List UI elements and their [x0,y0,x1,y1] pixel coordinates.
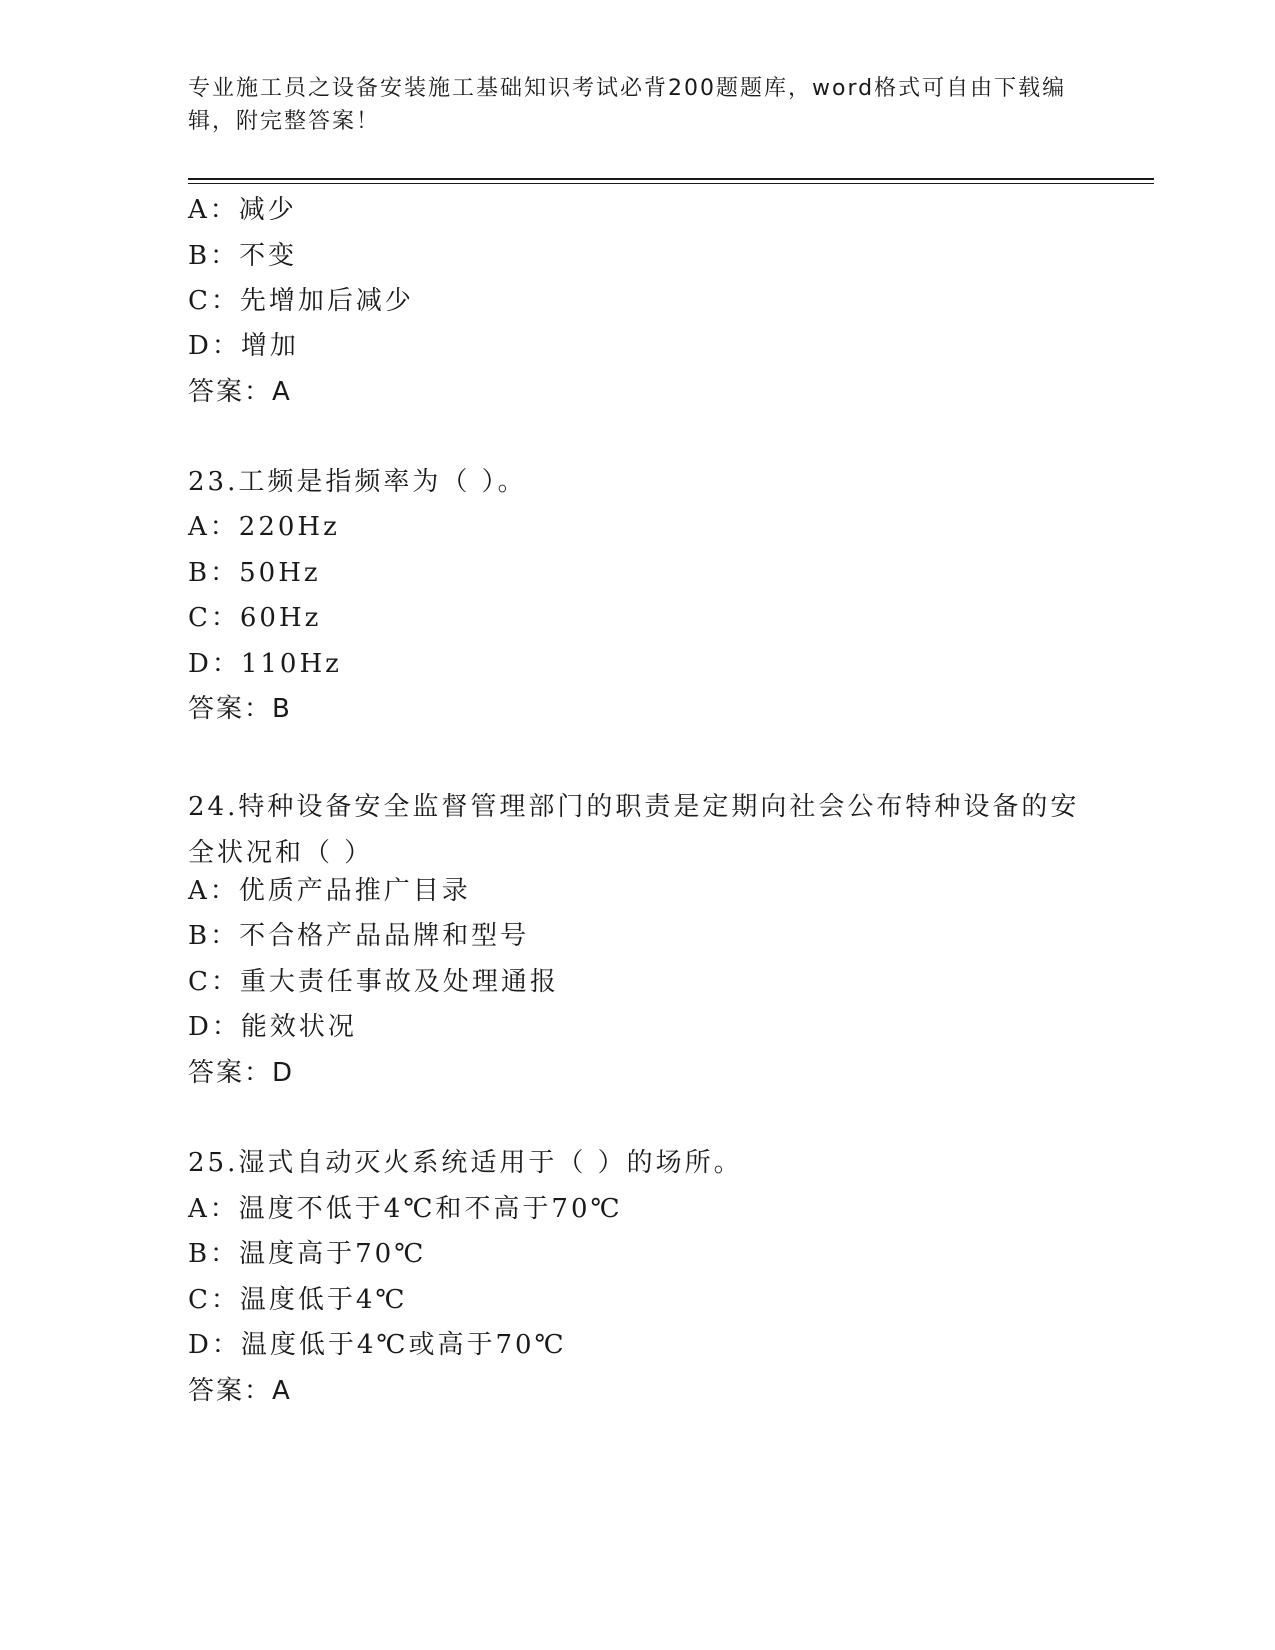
q25-question: 25.湿式自动灭火系统适用于（ ）的场所。 [188,1148,743,1178]
q25-option-d: D：温度低于4℃或高于70℃ [188,1330,567,1360]
q23-option-b: B：50Hz [188,558,321,588]
header-divider-thick [188,178,1154,180]
q23-option-a: A：220Hz [188,512,340,542]
q23-question: 23.工频是指频率为（ ）。 [188,467,527,497]
q22-option-a: A：减少 [188,195,297,225]
q22-option-d: D：增加 [188,331,299,361]
q23-option-c: C：60Hz [188,603,322,633]
q22-answer: 答案：A [188,377,292,407]
q25-option-a: A：温度不低于4℃和不高于70℃ [188,1194,623,1224]
q23-answer: 答案：B [188,694,292,724]
q24-option-b: B：不合格产品品牌和型号 [188,921,530,951]
header-divider-thin [188,183,1154,184]
q23-option-d: D：110Hz [188,649,342,679]
q25-option-b: B：温度高于70℃ [188,1239,427,1269]
q22-option-b: B：不变 [188,241,298,271]
q24-option-d: D：能效状况 [188,1012,357,1042]
q24-option-a: A：优质产品推广目录 [188,876,471,906]
q24-option-c: C：重大责任事故及处理通报 [188,967,559,997]
document-header: 专业施工员之设备安装施工基础知识考试必背200题题库，word格式可自由下载编辑，附完整答案！ [188,76,1067,134]
q24-answer: 答案：D [188,1058,295,1088]
q25-answer: 答案：A [188,1376,292,1406]
q25-option-c: C：温度低于4℃ [188,1285,408,1315]
q24-question: 24.特种设备安全监督管理部门的职责是定期向社会公布特种设备的安全状况和（ ） [188,792,1080,868]
q22-option-c: C：先增加后减少 [188,286,414,316]
